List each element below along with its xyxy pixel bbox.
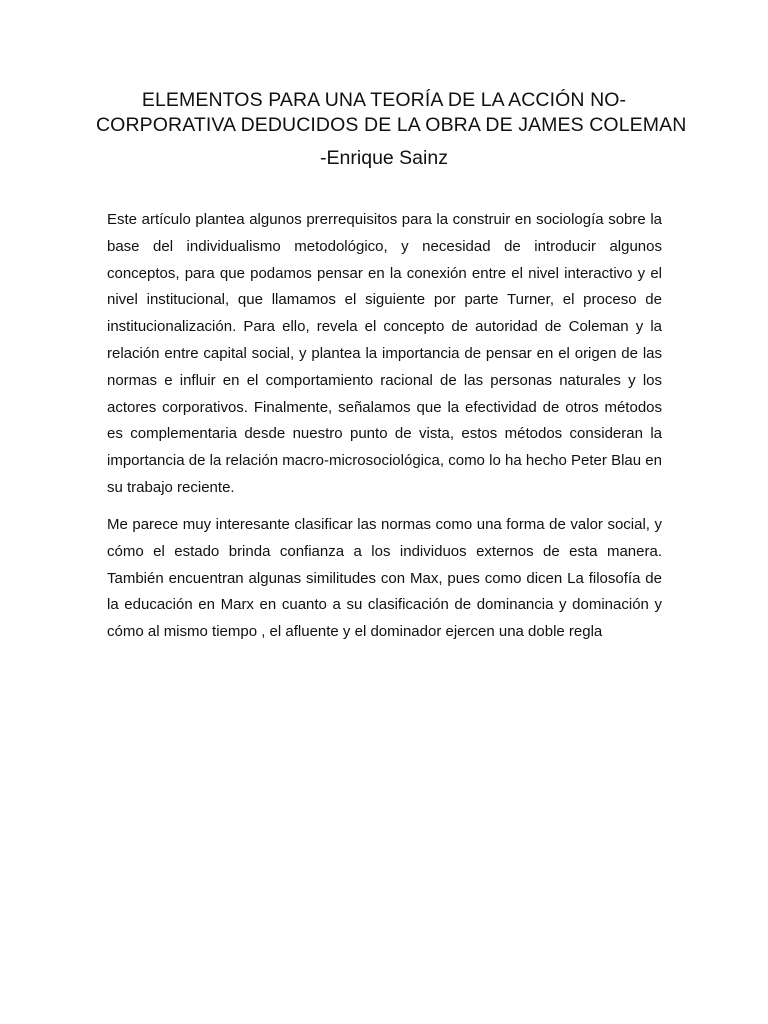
body-paragraph-2: Me parece muy interesante clasificar las normas como una forma de valor social, y cómo el estado brinda confianza a los individuos externos de esta manera. También encuentran algunas similitudes con Max, pues como dicen La filosofía de la educación en Marx en cuanto a su clasificación de dominancia y dominación y cómo al mismo tiempo , el afluente y el dominador ejercen una doble regla (107, 516, 662, 641)
body-paragraph-1: Este artículo plantea algunos prerrequisitos para la construir en sociología sobre la base del individualismo metodológico, y necesidad de introducir algunos conceptos, para que podamos pensar en la conexión entre el nivel interactivo y el nivel institucional, que llamamos el siguiente por parte Turner, el proceso de institucionalización. Para ello, revela el concepto de autoridad de Coleman y la relación entre capital social, y plantea la importancia de pensar en el origen de las normas e influir en el comportamiento racional de las personas naturales y los actores corporativos. Finalmente, señalamos que la efectividad de otros métodos es complementaria desde nuestro punto de vista, estos métodos consideran la importancia de la relación macro-microsociológica, como lo ha hecho Peter Blau en su trabajo reciente. (107, 211, 662, 496)
document-author: -Enrique Sainz (320, 147, 448, 169)
title-line-1: ELEMENTOS PARA UNA TEORÍA DE LA ACCIÓN NO- (141, 89, 627, 111)
document-title (96, 88, 687, 138)
title-line-2: CORPORATIVA DEDUCIDOS DE LA OBRA DE JAMES COLEMAN (96, 114, 687, 136)
